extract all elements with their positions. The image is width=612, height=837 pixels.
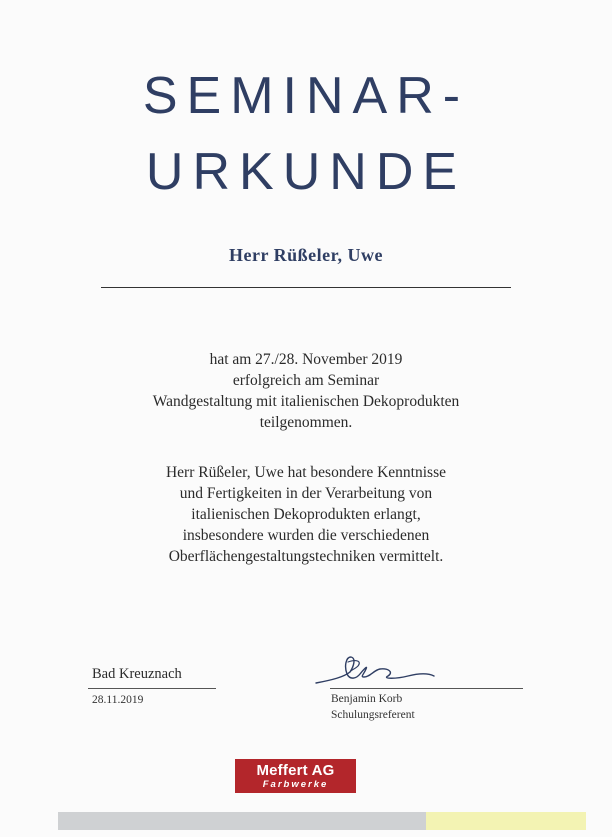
footer-grey-segment — [58, 812, 426, 830]
certificate-title-line2: URKUNDE — [145, 143, 467, 201]
paragraph-line: teilgenommen. — [259, 414, 353, 431]
paragraph-line: insbesondere wurden die verschiedenen — [182, 527, 430, 544]
recipient-underline — [101, 287, 511, 288]
paragraph-line: und Fertigkeiten in der Verarbeitung von — [179, 485, 433, 502]
place-date-divider — [88, 688, 216, 689]
recipient-name: Herr Rüßeler, Uwe — [229, 245, 383, 265]
participation-paragraph — [0, 349, 612, 433]
handwritten-signature — [310, 650, 450, 692]
paragraph-line: Oberflächengestaltungstechniken vermittelt. — [168, 548, 444, 565]
issue-date: 28.11.2019 — [92, 694, 144, 706]
logo-brand-text: Meffert AG — [256, 762, 335, 779]
paragraph-line: Herr Rüßeler, Uwe hat besondere Kenntnisse — [165, 464, 446, 481]
paragraph-line: Wandgestaltung mit italienischen Dekoprodukten — [152, 393, 460, 410]
paragraph-line: italienischen Dekoprodukten erlangt, — [191, 506, 421, 523]
place-label: Bad Kreuznach — [92, 666, 182, 682]
skills-paragraph — [0, 462, 612, 567]
signer-name: Benjamin Korb — [331, 693, 403, 705]
logo-sub-text: Farbwerke — [262, 779, 329, 790]
paragraph-line: hat am 27./28. November 2019 — [209, 351, 403, 368]
footer-yellow-segment — [426, 812, 586, 830]
signature-line — [330, 688, 523, 689]
company-logo — [235, 759, 356, 793]
paragraph-line: erfolgreich am Seminar — [232, 372, 380, 389]
certificate-title-line1: SEMINAR- — [142, 67, 470, 125]
footer-color-bar — [58, 812, 586, 830]
signer-role: Schulungsreferent — [331, 709, 415, 721]
